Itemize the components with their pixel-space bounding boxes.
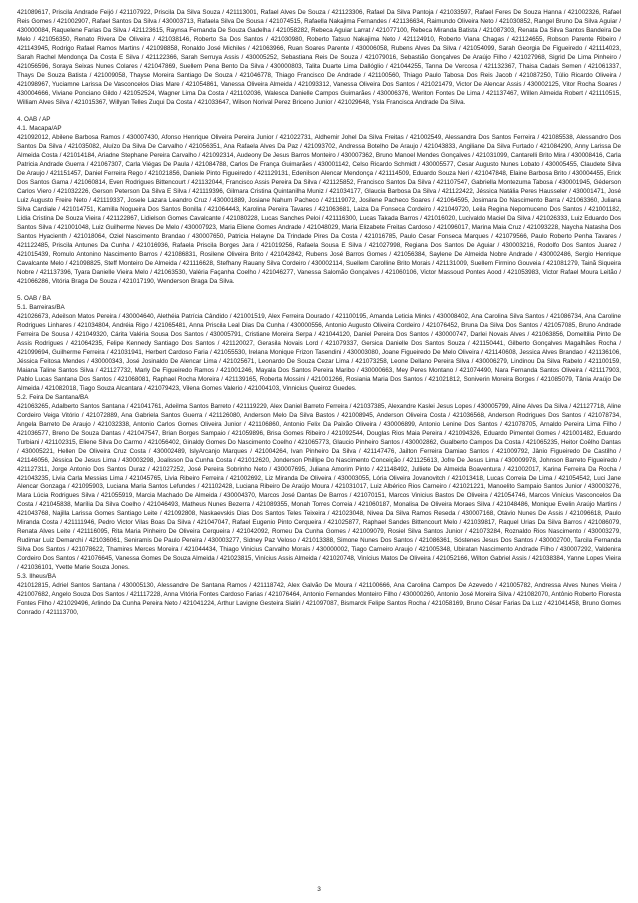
section-5-1-body: 421026673, Adeilson Matos Pereira / 430004640, Alethéia Patrícia Cândido / 421001519, Alex Ferreira Dourado / 421100195, Amanda Leticia Minks / 430008402, Ana Carolina Silva Santos / 421086734, Ana Caroline Rodrigues Linhares / 421034804, Andréia Rigo / 421065481, Anna Priscila Leal Dias Da Cunha / 430000556, Antonio Augusto Oliveira Cordeiro / 421076452, Bruna Da Silva Dos Santos / 421057085, Bruno Andrade Ferreira De Sousa / 421049320, Cárita Valéria Sousa Dos Santos / 430005791, Cristiane Moreira Serpa / 421044120, Daniel Pereira Dos Santos / 430000747, Darlei Novais Alves / 421063856, Domeltilia Pinto De Assis Rodrigues / 421064235, Felipe Kennedy Santiago Dos Santos / 421120027, Gerasila Novais Lord / 421079337, Gersica Danielle Dos Santos Souza / 421150441, Gilberto Gonçalves Magalhães Rocha / 421099694, Guilherme Ferreira / 421031941, Herbert Cardoso Faria / 421055530, Irelana Monique Frizon Tasendini / 430003080, Joane Figueiredo De Melo Oliveira / 421140608, Jessica Alves Brandao / 421136106, Jéssica Feitosa Mendes / 430000343, José Josinaldo De Alencar Lima / 421025671, Leonardo De Souza Cezar Lima / 421073258, Leone Dellano Pereira Silva / 430006279, Lindinou Da Silva Rabelo / 421100159, Maiana Taline Santos Silva / 421127732, Marly De Figueiredo Ramos / 421001246, Mayala Dos Santos Pereira Maribo / 430000663, Mey Peres Montano / 421074490, Nara Fernanda Santos Oliveira / 421117903, Pablo Lucas Santana Dos Santos / 421068081, Raphael Rocha Moreira / 421139165, Roberta Mossini / 421001266, Rosiania Maria Dos Santos / 421021812, Soniverin Moreira Borges / 421085079, Tânia Araújo De Almeida / 421082018, Tiago Souza Alcantara / 421079423, Vilena Gomes Valerio / 421004103, Vinnicius Queiroz Guedes. xyxy=(17,313,621,392)
section-5-2-body: 421063265, Adalberto Santos Santana / 421041761, Adeilma Santos Barreto / 421119229, Alex Daniel Barreto Ferreira / 421037385, Alexandre Kaslei Jesus Lopes / 430005799, Aline Alves Da Silva / 421127718, Aline Cordeiro Veiga Vitório / 421072889, Ana Gabriela Santos Guerra / 421126080, Anderson Melo Da Silva Bastos / 421008945, Anderson Oliveira Costa / 421036568, Anderson Rodrigues Dos Santos / 421078734, Angela Barreto De Araujo / 421032338, Antonio Carlos Gomes Oliveira Junior / 421106860, Antonio Felix Da Paixão Oliveira / 430006899, Antonio Lenine Dos Santos / 421078705, Arnaldo Pereira Lima Filho / 421036577, Breno De Souza Dantas / 421047547, Brian Borges Sampaio / 421059896, Brisa Gomes Ribeiro / 421092544, Douglas Rios Maia Pereira / 421094326, Eduardo Pimentel Gomes / 421001482, Eduardo Turbiani / 421102315, Eliene Silva Do Carmo / 421056402, Ginaldy Gomes Do Nascimento Coelho / 421065773, Glaucio Pinheiro Santos / 430002862, Gualberto Campos Da Costa / 421065235, Heitor Coêlho Dantas / 430005221, Hellen De Oliveira Cruz Costa / 430002489, IslyArcanjo Marques / 421004264, Ivan Pinheiro Da Silva / 421147476, Jailton Ferreira Damiao Santos / 421009792, Jânio Figueiredo De Castilho / 421146056, Jéssica De Jesus Lima / 430003298, Joalisson Da Cunha Costa / 421012620, Jonderson Phillipe Do Nascimento Conceição / 421125613, Jofre De Jesus Lima / 430009978, Johnson Barreto Figueiredo / 421127311, Jorge Antonio Dos Santos Duraz / 421027252, José Pereira Sobrinho Neto / 430007695, Juliana Amorim Pinto / 421148492, Julliete De Almeida Boaventura / 421002017, Karina Ferreira Da Rocha / 421043235, Livia Carla Messias Lima / 421045765, Livia Ribeiro Ferreira / 421002692, Liz Miranda De Oliveira / 430003055, Lória Oliveira Jovanovitch / 421013418, Lucas Correia De Lima / 421054542, Luci Jane Alencar Gonzaga / 421095903, Luciana Maria Santos Lefundes / 421102428, Luciana Ribeiro De Araújo Moura / 421031017, Luiz Albérico Rios Carneiro / 421021221, Manoelito Sampaio Santos Junior / 430003276, Mara Lúcia Rodrigues Silva / 421055919, Marcia Machado De Almeida / 430004370, Marcos José Dantas De Barros / 421070151, Marcos Vinicius Bastos De Oliveira / 421054746, Marcos Vinícius Vasconcelos Da Costa / 421045838, Marília Da Silva Coelho / 421046493, Matheus Nunes Bezerra / 421089355, Monah Torres Correia / 421060187, Monalisa De Oliveira Moraes Silva / 421048486, Monique Evelin Araújo Martins / 421043768, Najilla Larissa Gomes Santiago Leite / 421092808, Naskaevskis Dias Dos Santos Teles Teixeira / 421023048, Nivea Da Silva Ramos Reseda / 430007168, Otávio Nunes De Assis / 421096618, Paulo Miranda Costa / 421111946, Pedro Victor Vilas Boas Da Silva / 421047047, Rafael Eugenio Pinto Cerqueira / 421025877, Raphael Sandes Bittencourt Melo / 421039817, Raquel Urias Da Silva Barros / 421086079, Renata Alves Leite / 421116095, Rita Maria Pinheiro De Oliveira Cerqueira / 421042092, Romeu Da Cunha Gomes / 421009079, Rosiel Silva Santos Junior / 421073284, Roznaldo Rios Nascimento / 430003279, Rudimar Luiz Demarchi / 421036061, Seniramis De Paulo Pereira / 430003277, Sidney Paz Veloso / 421013388, Simone Nunes Dos Santos / 421086361, Sóstenes Jesus Dos Santos / 430002700, Tarcila Fernanda Silva Dos Santos / 421078622, Thamires Merces Moreira / 421044434, Thiago Vinicius Carvalho Morais / 430000002, Tiago Carneiro Araujo / 421005348, Ubiratan Nascimento Andrade Filho / 430007292, Valdenira Cordeiro Dos Santos / 421076645, Vanessa Gomes De Souza Almeida / 421023815, Vinícius Assis Almeida / 421020748, Vinícius Matos De Oliveira / 421052166, Wilton Gabriel Assis / 421038384, Yanne Lopes Vieira / 421036101, Yvette Marie Souza Jones. xyxy=(17,402,621,572)
section-5-3-body: 421012815, Adriel Santos Santana / 430005130, Alessandre De Santana Ramos / 421118742, Alex Galvão De Moura / 421100666, Ana Carolina Campos De Azevedo / 421005782, Andressa Alves Nunes Vieira / 421007682, Angelo Souza Dos Santos / 421117228, Anna Vitória Fontes Cardoso Farias / 421076464, Antonio Fernandes Monteiro Filho / 430000260, Antonio José Moreira Silva / 421082070, Antônio Roberto Floresta Fontes Filho / 421029496, Arlindo Da Cunha Pereira Neto / 421041224, Arthur Lavigne Gesteira Sialiri / 421097087, Bismarck Felipe Santos Rocha / 421058169, Bruno César Farias Da Luz / 421041458, Bruno Gomes Conrado / 421113700, xyxy=(17,581,621,616)
section-5-1-title: 5.1. Barreiras/BA xyxy=(17,304,65,312)
intro-paragraph: 421089617, Priscila Andrade Feijó / 421107922, Priscila Da Silva Souza / 421113001, Rafael Alves De Souza / 421123306, Rafael Da Silva Pantoja / 421033597, Rafael Feres De Souza Hanna / 421002326, Rafael Reis Gomes / 421002907, Rafael Santos Da Silva / 430003713, Rafaela Silva De Sousa / 421074515, Rafaella Nakajima Fernandes / 421136634, Raimundo Oliveira Neto / 421030852, Rangel Bruno Da Silva Aguiar / 430000084, Raquelene Farias Da Silva / 421123615, Raynsa Fernanda De Souza Gadelha / 421058282, Rebeca Aguiar Larrat / 421077100, Rebeca Miranda Batista / 421087303, Renata Da Silva Santos Bandeira De Melo / 421056350, Renato Rivera De Oliveira / 421038146, Roberto Sa Dos Santos / 421030980, Roberto Tatsuo Nakajima Neto / 421124910, Roberto Viana Chagas / 421124655, Robson Parente Ribeiro / 421143945, Rodrigo Rafael Ramos Martins / 421098858, Ronaldo José Michiles / 421063966, Ruan Soares Parente / 430006058, Rubens Alves Da Silva / 421054099, Sarah Georgia De Figueiredo / 421114023, Sarah Rachel Mendonça Da Costa E Silva / 421122366, Sarah Serruya Assis / 430005252, Sebastiana Reis De Souza / 421079016, Sebastião Gonçalves De Araújo Filho / 421027968, Sigrid De Lima Pinheiro / 421056596, Soraya Seixas Nunes Colares / 421047869, Suellem Pena Bento Da Silva / 430000803, Talita Duarte Lima Dallóglio / 421044255, Tanna De Vercosa / 421132367, Thaisa Cadais Semen / 421061337, Thays De Souza Batista / 421009058, Thayse Moreira Santiago De Souza / 421046778, Thiago Francisco De Andrade / 421100560, Thiago Paulo Tabosa Dos Reis Jacob / 421087250, Túlio Ricardo Oliveira / 421098967, Yuciamne Larissa De Vasconcelos Dias Mare / 421054861, Vanessa Oliveira Almeida / 421093312, Vanessa Oliveira Dos Santos / 421021479, Victor De Alencar Assis / 430002125, Vitor Rocha Soares / 430004666, Viviane Ponciano Gildo / 421052524, Wagner Lima Da Costa / 421102036, Walesca Danielle Campos Guimarães / 430006376, Weriton Fontes De Lima / 421137467, Willen Almeida Robert / 421110515, William Alves Silva / 421015367, Willyan Telles Zuqui Da Costa / 421033647, Wilson Norival Perez Briceno Junior / 421029648, Ysla Francisca Andrade Da Silva. xyxy=(17,9,621,106)
section-4-1-title: 4.1. Macapa/AP xyxy=(17,125,62,133)
page-number: 3 xyxy=(317,886,321,893)
section-5-title: 5. OAB / BA xyxy=(17,295,51,303)
spacer xyxy=(17,287,621,296)
section-4-1-body: 421092012, Abilene Barbosa Ramos / 430007430, Afonso Henrique Oliveira Pereira Junior / 421022731, Aldhemir Johel Da Silva Freitas / 421002549, Alessandra Dos Santos Ferreira / 421085538, Alessandro Dos Santos Da Silva / 421035082, Aluízo Da Silva De Carvalho / 421056351, Ana Rafaela Alves Da Paz / 421093702, Andressa Botelho De Araujo / 421043833, Angiliane Da Silva Furtado / 421084290, Anny Larissa De Almeida Costa / 421014184, Ariadne Stephane Pereira Carvalho / 421092314, Audeony De Jesus Barros Monteiro / 430007362, Bruno Manoel Mendes Gonçalves / 421031099, Cantarelli Brito Mira / 430008416, Carla Patricia Andrade Guerra / 421067307, Carla Viégas De Paula / 421084788, Carlos De França Guimarães / 430001142, Celso Ricardo Schmidt / 430005577, Cesar Augusto Nunes Lobato / 430005455, Claudete Silva De Araujo / 421151457, Daniel Ferreira Rego / 421021856, Daniele Pinto Figueiredo / 421129131, Edenilson Alencar Mendonça / 421114509, Eduardo Souza Neri / 421047848, Elaine Barbosa Brito / 430004455, Erick Dos Santos Gama / 421060814, Even Rodrigues Bittencourt / 421132044, Francisco Assis Pereira Da Silva / 421125852, Francisco Santos Da Silva / 421107547, Gabriella Montezuma Tabosa / 430001945, Géderson Carlos Viero / 421032226, Gerson Peterson Da Silva E Silva / 421119396, Gilmara Cristina Quintanilha Muniz / 421034177, Glaucia Barbosa Da Silva / 421122422, Jéssica Natália Peres Hausseler / 430001471, José Luiz Augusto Freire Neto / 421119337, Josele Lazara Leandro Cruz / 430001889, Josiane Nahum Pacheco / 421119072, Josilene Pacheco Soares / 421064595, Josimara Do Nascimento Barra / 421063360, Juliana Silva Cardiale / 421014751, Kamilla Nogueira Dos Santos Bonilla / 421064443, Karolina Pereira Tavares / 421063681, Laiza Da Fonseca Cordeiro / 421049720, Leila Regina Nepomuceno Dos Santos / 421001182, Lídia Cristina De Souza Vieira / 421122867, Lidielson Gomes Cavalcante / 421080228, Lucas Sanches Peloi / 421116300, Lucas Takada Barros / 421016020, Lucivaldo Maciel Da Silva / 421026333, Luiz Eduardo Dos Santos Silva / 421001048, Luiz Guilherme Neves De Melo / 430007923, Maria Eliene Gomes Andrade / 421048029, Maria Elizabete Freitas Cardoso / 421096017, Marina Maia Cruz / 421093228, Naycha Natasha Dos Santos Hyacienth / 421018064, Oziel Nascimento Brandao / 430007650, Patricia Helayne Da Trindade Pires Da Costa / 421016785, Paulo Cesar Fonseca Marques / 421079566, Paulo Roberto Penha Tavares / 421122485, Priscila Antunes Da Cunha / 421016936, Rafaela Priscila Borges Jara / 421019256, Rafaela Sousa E Silva / 421027998, Regiana Dos Santos De Aguiar / 430003216, Rodolfo Dos Santos Juarez / 421015439, Romulo Antonino Nascimento Barros / 421086831, Rosilene Oliveira Brito / 421042842, Rubens José Barros Gomes / 421056384, Saylene De Almeida Nobre Andrade / 430002486, Sergio Henrique Cavalcante Melo / 421098825, Steff Monteiro De Almeida / 421116628, Stefhany Rauany Silva Cordeiro / 430002114, Suellem Carolline Brito Morais / 421131009, Suellem Firmino Gouveia / 421081279, Tainã Siqueira Nobre / 421137396, Tyara Danielle Vieira Melo / 421063530, Valéria Façanha Coelho / 421046277, Vanessa Salomão Gonçalves / 421060106, Victor Massoud Pontes Aood / 421053983, Victor Rafael Moura Leitão / 421066286, Vitória Braga De Souza / 421017190, Wenderson Braga Da Silva. xyxy=(17,134,621,285)
section-5-2-title: 5.2. Feira De Santana/BA xyxy=(17,393,89,401)
section-5-3-title: 5.3. Ilheus/BA xyxy=(17,573,57,581)
section-4-title: 4. OAB / AP xyxy=(17,116,51,124)
spacer xyxy=(17,107,621,116)
